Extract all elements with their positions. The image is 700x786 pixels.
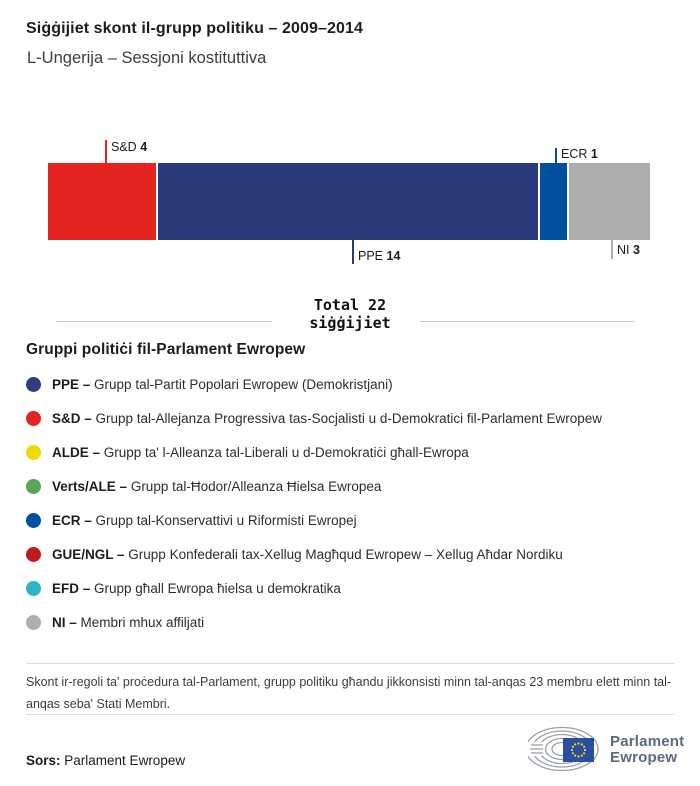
group-desc: Grupp għall Ewropa ħielsa u demokratika (94, 580, 341, 596)
gue-ngl-color-dot (26, 547, 41, 562)
bar-label-sd (111, 140, 147, 154)
source-label: Sors: (26, 753, 61, 768)
group-desc: Membri mhux affiljati (80, 614, 205, 630)
ni-tick-line (611, 240, 613, 259)
ecr-group-name: ECR (561, 147, 588, 161)
alde-color-dot (26, 445, 41, 460)
group-desc: Grupp tal-Konservattivi u Riformisti Ewropej (95, 512, 357, 528)
group-desc: Grupp tal-Ħodor/Alleanza Ħielsa Ewropea (130, 478, 382, 494)
ppe-color-dot (26, 377, 41, 392)
group-desc: Grupp tal-Allejanza Progressiva tas-Socjalisti u d-Demokratici fil-Parlament Ewropew (95, 410, 602, 426)
legend-item-verts-ale (26, 469, 686, 503)
ni-color-dot (26, 615, 41, 630)
group-abbr: EFD – (52, 580, 91, 596)
logo-line1: Parlament (610, 733, 685, 750)
hemicycle-eu-flag-icon (528, 724, 602, 774)
divider-line-left (57, 321, 272, 322)
seat-bar-chart (0, 135, 700, 275)
legend-item-gue-ngl (26, 537, 686, 571)
ecr-color-dot (26, 513, 41, 528)
divider-line-right (420, 321, 634, 322)
total-divider (0, 294, 700, 340)
ppe-tick-line (352, 240, 354, 264)
sd-group-name: S&D (111, 140, 137, 154)
group-abbr: Verts/ALE – (52, 478, 128, 494)
ppe-seat-count: 14 (386, 249, 401, 263)
bar-segment-sd (48, 163, 156, 240)
group-desc: Grupp tal-Partit Popolari Ewropew (Demokristjani) (94, 376, 393, 392)
group-abbr: ALDE – (52, 444, 101, 460)
legend-item-efd (26, 571, 686, 605)
parlament-ewropew-logo (528, 724, 684, 774)
political-groups-legend (26, 367, 686, 639)
efd-color-dot (26, 581, 41, 596)
legend-heading: Gruppi politiċi fil-Parlament Ewropew (26, 341, 306, 358)
legend-item-ni (26, 605, 686, 639)
legend-item-ppe (26, 367, 686, 401)
group-abbr: PPE – (52, 376, 91, 392)
total-line2: siġġijiet (309, 314, 391, 332)
sd-seat-count: 4 (140, 140, 148, 154)
bar-label-ni (617, 243, 640, 257)
sd-color-dot (26, 411, 41, 426)
total-seats-label (250, 296, 450, 332)
bar-segment-ppe (158, 163, 537, 240)
source-value: Parlament Ewropew (64, 753, 186, 768)
page-subtitle: L-Ungerija – Sessjoni kostituttiva (27, 49, 267, 67)
logo-wordmark (610, 734, 684, 765)
source-line (26, 753, 185, 768)
ecr-tick-line (555, 148, 557, 164)
logo-line2: Ewropew (610, 748, 678, 766)
group-desc: Grupp Konfederali tax-Xellug Magħqud Ewropew – Xellug Aħdar Nordiku (128, 546, 563, 562)
footnote-text: Skont ir-regoli ta' proċedura tal-Parlament, grupp politiku għandu jikkonsisti minn tal-anqas 23 membru elett minn tal-anqas seba' Stati Membri. (26, 675, 672, 711)
legend-item-sd (26, 401, 686, 435)
page-title: Siġġijiet skont il-grupp politiku – 2009–2014 (26, 20, 364, 37)
total-line1: Total 22 (313, 296, 387, 314)
bar-segment-ni (569, 163, 650, 240)
group-abbr: NI – (52, 614, 77, 630)
bar-label-ppe (358, 249, 400, 263)
ecr-seat-count: 1 (590, 147, 598, 161)
footnote-divider-top (26, 663, 674, 664)
legend-item-alde (26, 435, 686, 469)
ni-seat-count: 3 (632, 243, 640, 257)
verts-ale-color-dot (26, 479, 41, 494)
ni-group-name: NI (617, 243, 630, 257)
stacked-bar (48, 163, 650, 240)
sd-tick-line (105, 140, 107, 164)
bar-segment-ecr (540, 163, 567, 240)
group-abbr: ECR – (52, 512, 92, 528)
ppe-group-name: PPE (358, 249, 384, 263)
bar-label-ecr (561, 147, 598, 161)
group-abbr: GUE/NGL – (52, 546, 125, 562)
legend-item-ecr (26, 503, 686, 537)
group-desc: Grupp ta' l-Alleanza tal-Liberali u d-Demokratiċi għall-Ewropa (103, 444, 469, 460)
footnote-divider-bottom (26, 714, 674, 715)
group-abbr: S&D – (52, 410, 92, 426)
